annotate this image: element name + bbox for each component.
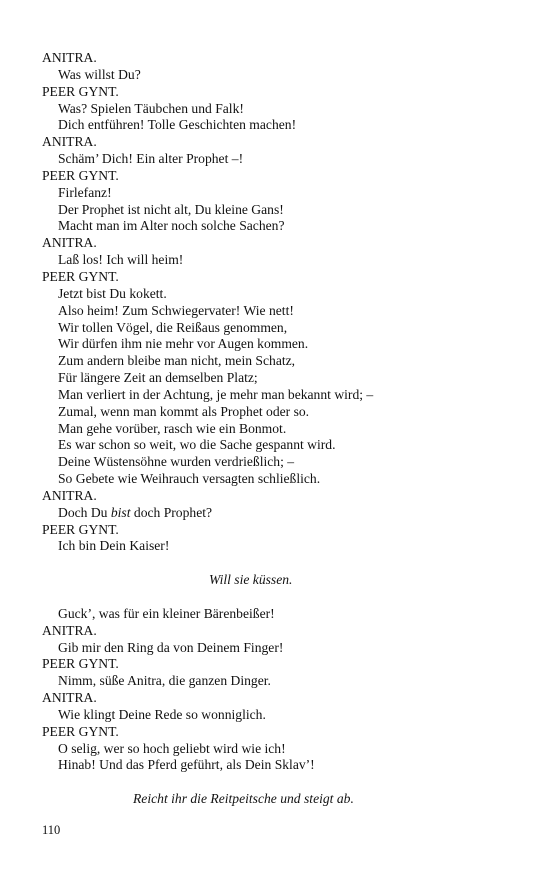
verse-line: O selig, wer so hoch geliebt wird wie ich! <box>58 740 286 756</box>
verse-line: Man verliert in der Achtung, je mehr man bekannt wird; – <box>58 386 374 402</box>
verse-line: Guck’, was für ein kleiner Bärenbeißer! <box>58 605 275 621</box>
speaker-name: PEER GYNT. <box>42 521 119 537</box>
verse-line-doch-du-bist <box>42 505 512 522</box>
verse-line: Firlefanz! <box>58 184 112 200</box>
dialogue-block-c <box>42 606 512 774</box>
verse-line: Gib mir den Ring da von Deinem Finger! <box>58 639 284 655</box>
verse-line: Deine Wüstensöhne wurden verdrießlich; – <box>58 454 295 470</box>
verse-line: Wir tollen Vögel, die Reißaus genommen, <box>58 319 288 335</box>
book-page <box>42 50 512 808</box>
verse-line: Zumal, wenn man kommt als Prophet oder so. <box>58 403 310 419</box>
speaker-name: ANITRA. <box>42 50 97 65</box>
speaker-name: ANITRA. <box>42 690 97 706</box>
speaker-name: PEER GYNT. <box>42 268 119 284</box>
speaker-name: ANITRA. <box>42 134 97 150</box>
verse-line: Der Prophet ist nicht alt, Du kleine Gans! <box>58 201 284 217</box>
page-number: 110 <box>42 823 61 837</box>
spacer <box>42 589 512 606</box>
verse-line: Ich bin Dein Kaiser! <box>58 538 170 554</box>
stage-direction: Will sie küssen. <box>209 572 293 588</box>
verse-line: Hinab! Und das Pferd geführt, als Dein Sklav’! <box>58 757 315 773</box>
speaker-name: ANITRA. <box>42 622 97 638</box>
verse-line: Für längere Zeit an demselben Platz; <box>58 370 258 386</box>
verse-line: Was? Spielen Täubchen und Falk! <box>58 100 244 116</box>
stage-direction: Reicht ihr die Reitpeitsche und steigt ab. <box>133 791 354 807</box>
verse-line: Schäm’ Dich! Ein alter Prophet –! <box>58 151 244 167</box>
verse-text-before: Doch Du <box>58 504 111 520</box>
speaker-name: ANITRA. <box>42 487 97 503</box>
verse-line: Laß los! Ich will heim! <box>58 252 184 268</box>
verse-text-after: doch Prophet? <box>130 504 213 520</box>
verse-line: Was willst Du? <box>58 66 141 82</box>
verse-line: Man gehe vorüber, rasch wie ein Bonmot. <box>58 420 287 436</box>
verse-line: Wir dürfen ihm nie mehr vor Augen kommen. <box>58 336 309 352</box>
spacer <box>42 774 512 791</box>
verse-line: Also heim! Zum Schwiegervater! Wie nett! <box>58 302 294 318</box>
verse-line: Zum andern bleibe man nicht, mein Schatz, <box>58 353 296 369</box>
speaker-name: PEER GYNT. <box>42 656 119 672</box>
verse-line: Es war schon so weit, wo die Sache gespannt wird. <box>58 437 336 453</box>
dialogue-block-b <box>42 522 512 556</box>
dialogue-block-a <box>42 50 512 505</box>
verse-line: Nimm, süße Anitra, die ganzen Dinger. <box>58 673 271 689</box>
verse-emphasis: bist <box>110 504 131 520</box>
verse-line: Jetzt bist Du kokett. <box>58 285 167 301</box>
speaker-name: ANITRA. <box>42 235 97 251</box>
speaker-name: PEER GYNT. <box>42 723 119 739</box>
verse-line: Macht man im Alter noch solche Sachen? <box>58 218 285 234</box>
speaker-name: PEER GYNT. <box>42 167 119 183</box>
verse-line: Wie klingt Deine Rede so wonniglich. <box>58 706 266 722</box>
verse-line: Dich entführen! Tolle Geschichten machen! <box>58 117 297 133</box>
speaker-name: PEER GYNT. <box>42 83 119 99</box>
verse-line: So Gebete wie Weihrauch versagten schließlich. <box>58 471 321 487</box>
spacer <box>42 555 512 572</box>
